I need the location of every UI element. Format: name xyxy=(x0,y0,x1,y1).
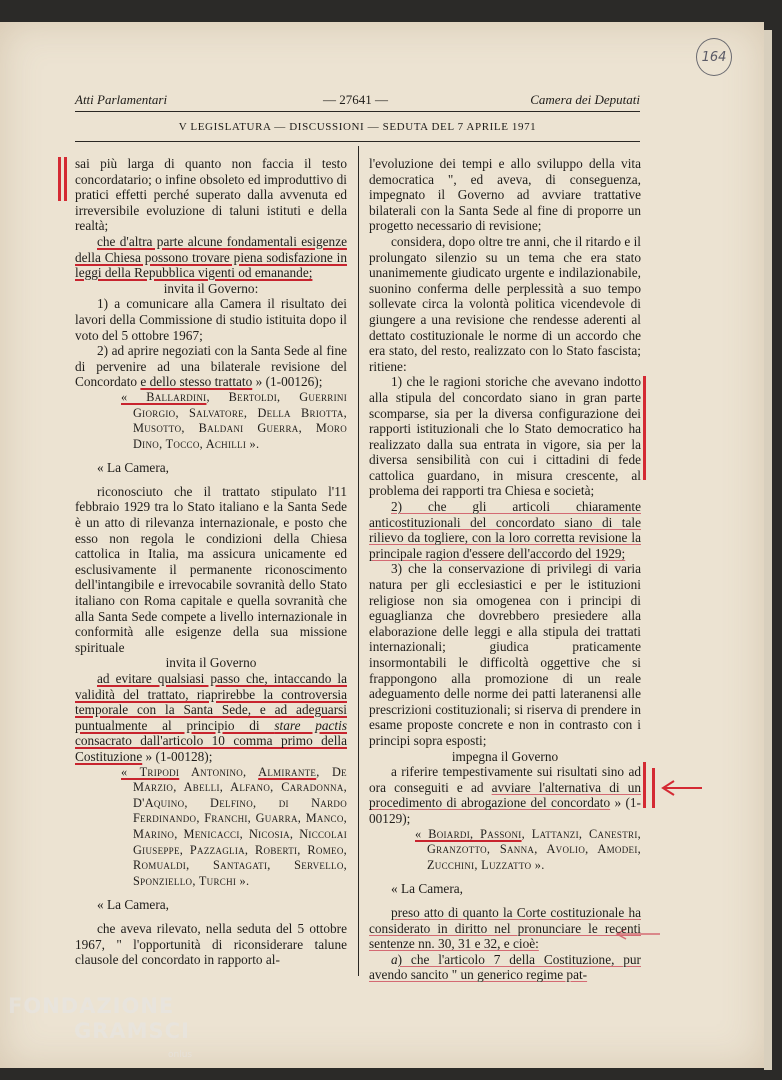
text-run: » (1-00129); xyxy=(369,795,641,826)
underlined-name: Almirante xyxy=(258,764,317,779)
right-column xyxy=(369,156,641,983)
motion-opening: « La Camera, xyxy=(97,897,169,913)
margin-mark-right-1 xyxy=(643,376,646,480)
signatories xyxy=(415,826,641,874)
margin-mark-left-2 xyxy=(64,157,67,201)
text-run: 2) ad aprire negoziati con la Santa Sede al fine di pervenire ad una bilaterale revisione del Concordato xyxy=(75,343,347,390)
watermark-line-3: onlus xyxy=(168,1050,193,1060)
text-run: , Lattanzi, Canestri, Granzotto, Sanna, Avolio, Amodei, Zucchini, Luzzatto ». xyxy=(427,826,641,872)
underlined-passage: avviare l'alternativa di un procedimento di abrogazione del concordato xyxy=(369,779,641,811)
text-run: Antonino, xyxy=(179,764,259,779)
column-separator xyxy=(358,146,359,976)
paragraph: sai più larga di quanto non faccia il testo concordatario; o infine obsoleto ed improduttivo di pratici effetti perché superato dalla avvenuta ed irreversibile evoluzione di taluni istituti e della realtà; xyxy=(75,156,347,234)
text-run: a riferire tempestivamente sui risultati sino ad ora conseguiti e ad xyxy=(369,764,641,795)
motion-opening: « La Camera, xyxy=(391,881,463,897)
paragraph xyxy=(75,343,347,390)
foundation-watermark xyxy=(8,994,208,1074)
underlined-passage: e dello stesso trattato xyxy=(140,374,253,390)
text-run: » (1-00126); xyxy=(252,374,323,390)
paragraph: 1) a comunicare alla Camera il risultato dei lavori della Commissione di studio istituita dopo il voto del 5 ottobre 1967; xyxy=(75,296,347,343)
text-run: , De Marzio, Abelli, Alfano, Caradonna, D'Aquino, Delfino, di Nardo Ferdinando, Franchi, Guarra, Manco, Marino, Menicacci, Nicosia, Niccolai Giuseppe, Pazzaglia, Roberti, Romeo, Romualdi, Santagati, Servello, Sponziello, Turchi ». xyxy=(133,764,347,888)
margin-mark-right-3 xyxy=(652,768,655,808)
underlined-passage: ad evitare qualsiasi passo che, intaccando la validità del trattato, riaprirebbe la controversia temporale con la Santa Sede, e ad adeguarsi puntualmente al principio di xyxy=(75,671,347,733)
text-run: , Bertoldi, Guerrini Giorgio, Salvatore, Della Briotta, Musotto, Baldani Guerra, Moro Dino, Tocco, Achilli ». xyxy=(133,389,347,451)
paragraph xyxy=(369,905,641,952)
paragraph: considera, dopo oltre tre anni, che il ritardo e il prolungato silenzio su un tema che era stato unanimemente giudicato urgente e indilazionabile, suonino conferma delle perplessità a suo tempo sollevate circa la volontà politica vicendevole di giungere a una revisione che rendesse aderenti al dettato costituzionale le norme di un accordo che era stato, del resto, realizzato con lo Stato fascista; ritiene: xyxy=(369,233,641,374)
margin-mark-right-2 xyxy=(643,762,646,808)
signatories xyxy=(121,764,347,890)
underlined-passage: ) che l'articolo 7 della Costituzione, pur avendo sancito " un generico regime pat- xyxy=(369,951,641,983)
underlined-name: « Tripodi xyxy=(121,764,180,779)
invita-heading: invita il Governo: xyxy=(163,280,259,296)
underlined-name: « Ballardini xyxy=(121,389,207,404)
paragraph: 3) che la conservazione di privilegi di varia natura per gli ecclesiastici e per le istituzioni religiose non sia omogenea con i principi di eguaglianza che dovrebbero presiedere alla elaborazione delle leggi e alla stipula dei trattati internazionali; giudica praticamente insormontabili le difficoltà oggettive che si frappongono alla promozione di un reale adeguamento delle norme dei patti lateranensi alle prescrizioni costituzionali; si riserva di prendere in esame proposte concrete e non in contrasto con i principi sopra esposti; xyxy=(369,561,641,748)
page-edge xyxy=(764,30,772,1070)
archive-number-stamp: 164 xyxy=(696,38,732,76)
underlined-passage: stare pactis xyxy=(274,717,347,733)
impegna-heading: impegna il Governo xyxy=(451,748,559,764)
underlined-passage: preso atto di quanto la Corte costituzionale ha considerato in diritto nel pronunciare le recenti sentenze nn. 30, 31 e 32, e cioè: xyxy=(369,904,641,952)
text-run: » (1-00128); xyxy=(142,748,213,764)
invita-heading: invita il Governo xyxy=(165,655,257,671)
underlined-passage: 2) che gli articoli chiaramente anticostituzionali del concordato siano di tale rilievo da togliere, con la loro corretta revisione la principale ragion d'essere dell'accordo del 1929; xyxy=(369,499,641,561)
paragraph: che aveva rilevato, nella seduta del 5 ottobre 1967, " l'opportunità di riconsiderare talune clausole del concordato in rapporto al- xyxy=(75,920,347,968)
paragraph: 1) che le ragioni storiche che avevano indotto alla stipula del concordato siano in gran parte scomparse, sia per la diversa configurazione dei rapporti istituzionali che lo Stato democratico ha realizzato dalla sua entrata in vigore, sia per la diversa sensibilità con cui i cittadini di fede cattolica guardano, in misura crescente, al problema dei rapporti tra Chiesa e società; xyxy=(369,374,641,499)
header-left: Atti Parlamentari xyxy=(75,92,168,107)
paragraph xyxy=(369,952,641,983)
watermark-line-2: GRAMSCI xyxy=(74,1019,190,1043)
header-right: Camera dei Deputati xyxy=(530,92,640,107)
underlined-passage: che d'altra parte alcune fondamentali esigenze della Chiesa possono trovare piena sodisfazione in leggi della Repubblica vigenti od emanande; xyxy=(75,233,347,281)
paragraph xyxy=(369,499,641,561)
underlined-name: « Boiardi, Passoni xyxy=(415,826,522,841)
paragraph xyxy=(75,234,347,281)
page-header xyxy=(75,92,640,112)
paragraph xyxy=(369,764,641,826)
header-rule xyxy=(75,111,640,112)
arrow-mark-icon xyxy=(658,778,704,798)
session-header: V LEGISLATURA — DISCUSSIONI — SEDUTA DEL 7 APRILE 1971 xyxy=(178,121,537,133)
page-number: — 27641 — xyxy=(323,92,388,107)
list-letter: a xyxy=(391,951,398,967)
signatories xyxy=(121,389,347,452)
left-column xyxy=(75,156,347,968)
motion-opening: « La Camera, xyxy=(97,460,169,476)
margin-mark-left-1 xyxy=(58,157,61,201)
paragraph: riconosciuto che il trattato stipulato l'11 febbraio 1929 tra lo Stato italiano e la Santa Sede è un atto di rilevanza internazionale, e posto che esso non regola le condizioni della Chiesa cattolica in Italia, ma assicura unicamente ed esclusivamente il permanente riconoscimento dell'intangibile e irrevocabile sovranità dello Stato italiano con Roma capitale e quella sovranità che alla Santa Sede compete a livello internazionale in conformità alle esigenze della sua missione spirituale xyxy=(75,483,347,655)
watermark-line-1: FONDAZIONE xyxy=(8,994,175,1018)
session-rule xyxy=(75,141,640,142)
paragraph xyxy=(75,671,347,765)
paragraph: l'evoluzione dei tempi e allo sviluppo della vita democratica ", ed aveva, di conseguenza, impegnato il Governo ad avviare trattative bilaterali con la Santa Sede al fine di proporre un progetto necessario di revisione; xyxy=(369,156,641,234)
underlined-passage: consacrato dall'articolo 10 comma primo della Costituzione xyxy=(75,733,347,764)
